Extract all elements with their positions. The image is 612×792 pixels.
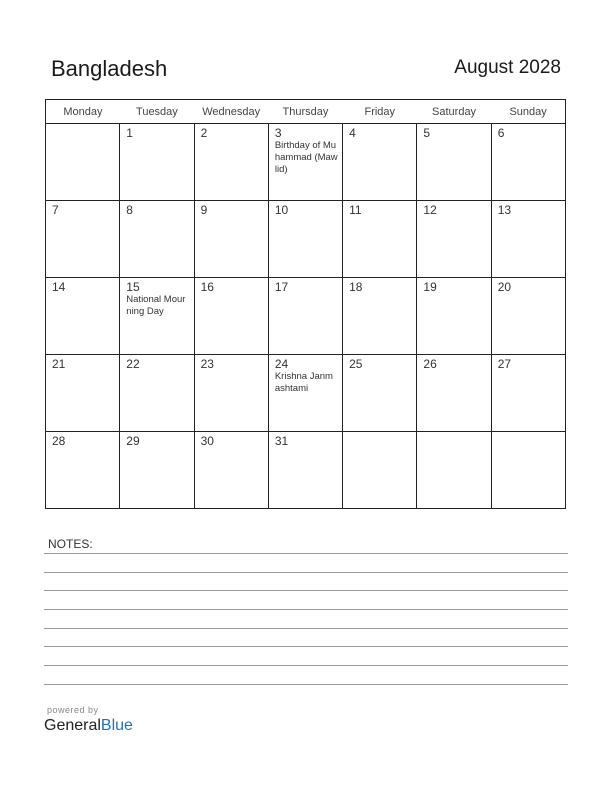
day-number: 4 bbox=[349, 126, 356, 140]
day-cell bbox=[194, 278, 268, 355]
day-cell bbox=[194, 124, 268, 201]
weekday-tuesday: Tuesday bbox=[120, 100, 194, 124]
day-number: 9 bbox=[200, 203, 208, 217]
day-cell bbox=[194, 432, 268, 509]
day-number: 5 bbox=[423, 126, 431, 140]
day-cell bbox=[491, 278, 565, 355]
day-number: 8 bbox=[126, 203, 133, 217]
day-number: 22 bbox=[126, 357, 140, 371]
weekday-thursday: Thursday bbox=[268, 100, 342, 124]
day-number: 24 bbox=[274, 357, 289, 371]
weekday-friday: Friday bbox=[343, 100, 417, 124]
week-row bbox=[46, 355, 566, 432]
week-row bbox=[46, 124, 566, 201]
day-number: 17 bbox=[274, 280, 289, 294]
day-number: 2 bbox=[200, 126, 208, 140]
day-number: 29 bbox=[126, 434, 140, 448]
day-number: 27 bbox=[497, 357, 512, 371]
day-number: 19 bbox=[423, 280, 437, 294]
day-number: 11 bbox=[349, 203, 362, 217]
week-row bbox=[46, 201, 566, 278]
day-cell bbox=[46, 124, 120, 201]
day-cell bbox=[343, 201, 417, 278]
day-cell bbox=[268, 201, 342, 278]
day-cell bbox=[417, 432, 491, 509]
day-number: 1 bbox=[126, 126, 133, 140]
weekday-header-row bbox=[46, 100, 566, 124]
notes-label: NOTES: bbox=[48, 537, 93, 551]
weekday-monday: Monday bbox=[46, 100, 120, 124]
week-row bbox=[46, 278, 566, 355]
day-number: 25 bbox=[349, 357, 363, 371]
day-cell bbox=[417, 278, 491, 355]
day-cell bbox=[46, 278, 120, 355]
day-cell bbox=[46, 201, 120, 278]
day-cell bbox=[343, 355, 417, 432]
day-cell bbox=[268, 355, 342, 432]
holiday-label: Birthday of Muhammad (Mawlid) bbox=[274, 140, 338, 175]
day-cell bbox=[120, 278, 194, 355]
day-cell bbox=[46, 355, 120, 432]
day-number: 30 bbox=[200, 434, 214, 448]
day-number: 26 bbox=[423, 357, 437, 371]
day-number: 6 bbox=[497, 126, 505, 140]
note-line bbox=[44, 609, 568, 610]
powered-by-text: powered by bbox=[47, 705, 99, 715]
day-number: 3 bbox=[274, 126, 282, 140]
day-cell bbox=[120, 355, 194, 432]
holiday-label: Krishna Janmashtami bbox=[274, 371, 333, 394]
day-cell bbox=[343, 432, 417, 509]
week-row bbox=[46, 432, 566, 509]
day-cell bbox=[268, 278, 342, 355]
note-line bbox=[44, 553, 568, 554]
day-number: 10 bbox=[274, 203, 289, 217]
note-line bbox=[44, 572, 568, 573]
day-number: 20 bbox=[497, 280, 512, 294]
weekday-sunday: Sunday bbox=[491, 100, 565, 124]
weekday-saturday: Saturday bbox=[417, 100, 491, 124]
day-number: 14 bbox=[52, 280, 66, 294]
logo-blue-text: Blue bbox=[100, 717, 133, 734]
day-cell bbox=[491, 201, 565, 278]
note-line bbox=[44, 628, 568, 629]
country-title: Bangladesh bbox=[51, 56, 168, 81]
day-number: 16 bbox=[200, 280, 214, 294]
day-cell bbox=[417, 355, 491, 432]
note-line bbox=[44, 590, 568, 591]
note-line bbox=[44, 646, 568, 647]
day-number: 7 bbox=[52, 203, 59, 217]
day-cell bbox=[268, 124, 342, 201]
day-cell bbox=[120, 124, 194, 201]
day-number: 31 bbox=[274, 434, 289, 448]
day-cell bbox=[417, 124, 491, 201]
month-year-title: August 2028 bbox=[454, 57, 561, 78]
day-cell bbox=[194, 201, 268, 278]
day-number: 15 bbox=[126, 280, 140, 294]
day-cell bbox=[268, 432, 342, 509]
day-cell bbox=[120, 432, 194, 509]
day-number: 12 bbox=[423, 203, 437, 217]
day-number: 28 bbox=[52, 434, 66, 448]
calendar-grid bbox=[45, 99, 566, 509]
day-number: 21 bbox=[52, 357, 66, 371]
day-cell bbox=[194, 355, 268, 432]
day-number: 18 bbox=[349, 280, 363, 294]
note-line bbox=[44, 665, 568, 666]
note-line bbox=[44, 684, 568, 685]
day-cell bbox=[491, 124, 565, 201]
day-cell bbox=[343, 278, 417, 355]
holiday-label: National Mourning Day bbox=[126, 294, 186, 317]
day-cell bbox=[120, 201, 194, 278]
day-number: 13 bbox=[497, 203, 512, 217]
day-cell bbox=[491, 432, 565, 509]
day-cell bbox=[343, 124, 417, 201]
weekday-wednesday: Wednesday bbox=[194, 100, 268, 124]
day-cell bbox=[491, 355, 565, 432]
day-number: 23 bbox=[200, 357, 214, 371]
day-cell bbox=[46, 432, 120, 509]
generalblue-logo bbox=[44, 717, 133, 735]
logo-general-text: General bbox=[44, 717, 101, 734]
day-cell bbox=[417, 201, 491, 278]
